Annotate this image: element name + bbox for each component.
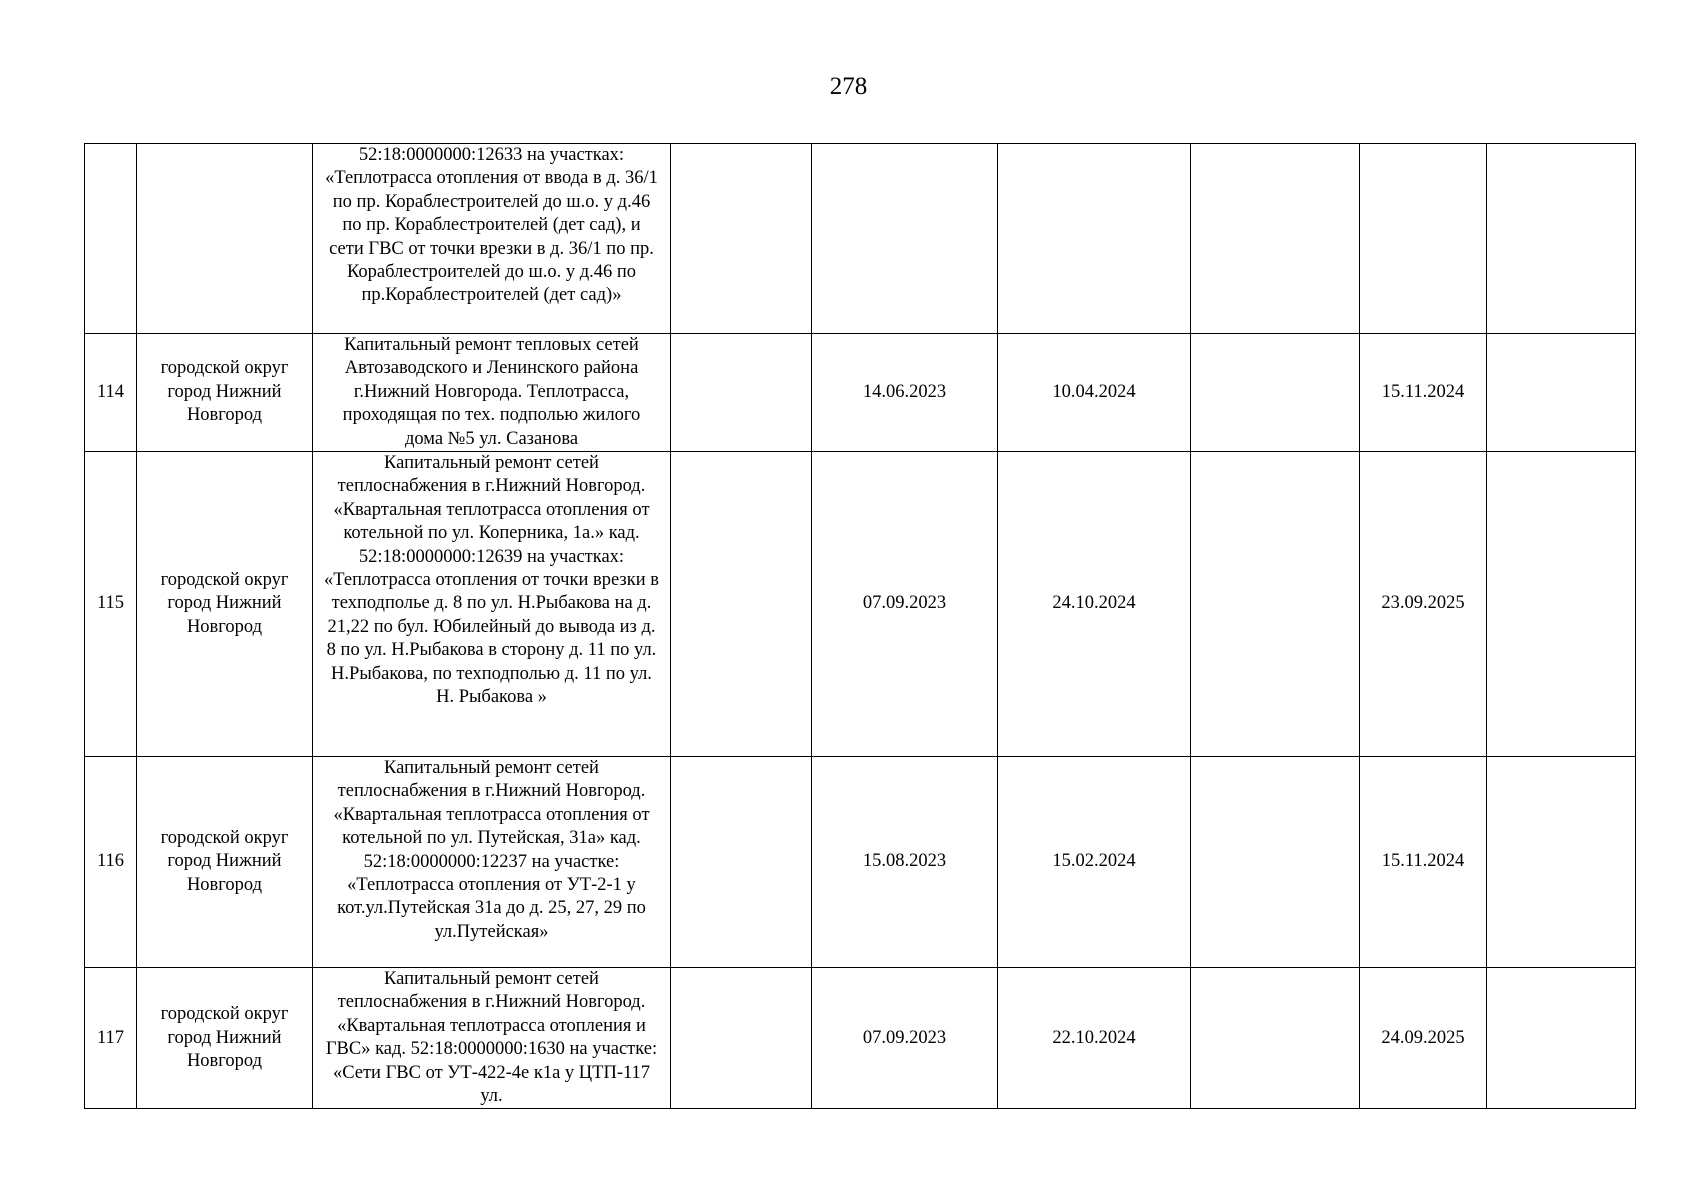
empty-cell (671, 452, 812, 757)
empty-cell (1191, 757, 1360, 968)
start-date-cell: 07.09.2023 (812, 452, 998, 757)
end-date-cell: 10.04.2024 (998, 334, 1191, 452)
table-row (85, 144, 1636, 334)
table-row (85, 334, 1636, 452)
final-date-cell: 24.09.2025 (1360, 968, 1487, 1109)
row-number-cell: 117 (85, 968, 137, 1109)
empty-cell (1487, 757, 1636, 968)
final-date-cell: 15.11.2024 (1360, 757, 1487, 968)
final-date-cell (1360, 144, 1487, 334)
description-cell: Капитальный ремонт сетей теплоснабжения в г.Нижний Новгород. «Квартальная теплотрасса отопления от котельной по ул. Путейская, 31а» кад. 52:18:0000000:12237 на участке: «Теплотрасса отопления от УТ-2-1 у кот.ул.Путейская 31а до д. 25, 27, 29 по ул.Путейская» (313, 757, 671, 968)
end-date-cell: 22.10.2024 (998, 968, 1191, 1109)
end-date-cell: 15.02.2024 (998, 757, 1191, 968)
empty-cell (1191, 144, 1360, 334)
empty-cell (671, 334, 812, 452)
table-row (85, 452, 1636, 757)
table-row (85, 968, 1636, 1109)
row-number-cell (85, 144, 137, 334)
municipality-cell: городской округ город Нижний Новгород (137, 452, 313, 757)
empty-cell (1191, 968, 1360, 1109)
empty-cell (1191, 334, 1360, 452)
municipality-cell: городской округ город Нижний Новгород (137, 334, 313, 452)
start-date-cell: 14.06.2023 (812, 334, 998, 452)
table-row (85, 757, 1636, 968)
empty-cell (1487, 334, 1636, 452)
municipality-cell (137, 144, 313, 334)
empty-cell (671, 757, 812, 968)
row-number-cell: 116 (85, 757, 137, 968)
final-date-cell: 15.11.2024 (1360, 334, 1487, 452)
description-cell: Капитальный ремонт сетей теплоснабжения в г.Нижний Новгород. «Квартальная теплотрасса отопления и ГВС» кад. 52:18:0000000:1630 на участке: «Сети ГВС от УТ-422-4е к1а у ЦТП-117 ул. (313, 968, 671, 1109)
works-table (84, 143, 1636, 1109)
empty-cell (1487, 968, 1636, 1109)
end-date-cell (998, 144, 1191, 334)
start-date-cell: 07.09.2023 (812, 968, 998, 1109)
municipality-cell: городской округ город Нижний Новгород (137, 968, 313, 1109)
empty-cell (671, 968, 812, 1109)
description-cell: Капитальный ремонт тепловых сетей Автозаводского и Ленинского района г.Нижний Новгорода. Теплотрасса, проходящая по тех. подполью жилого дома №5 ул. Сазанова (313, 334, 671, 452)
page-number: 278 (829, 73, 868, 100)
start-date-cell (812, 144, 998, 334)
row-number-cell: 114 (85, 334, 137, 452)
description-cell: Капитальный ремонт сетей теплоснабжения в г.Нижний Новгород. «Квартальная теплотрасса отопления от котельной по ул. Коперника, 1а.» кад. 52:18:0000000:12639 на участках: «Теплотрасса отопления от точки врезки в техподполье д. 8 по ул. Н.Рыбакова на д. 21,22 по бул. Юбилейный до вывода из д. 8 по ул. Н.Рыбакова в сторону д. 11 по ул. Н.Рыбакова, по техподполью д. 11 по ул. Н. Рыбакова » (313, 452, 671, 757)
empty-cell (1487, 144, 1636, 334)
end-date-cell: 24.10.2024 (998, 452, 1191, 757)
municipality-cell: городской округ город Нижний Новгород (137, 757, 313, 968)
empty-cell (1487, 452, 1636, 757)
description-cell: 52:18:0000000:12633 на участках: «Теплотрасса отопления от ввода в д. 36/1 по пр. Кораблестроителей до ш.о. у д.46 по пр. Кораблестроителей (дет сад), и сети ГВС от точки врезки в д. 36/1 по пр. Кораблестроителей до ш.о. у д.46 по пр.Кораблестроителей (дет сад)» (313, 144, 671, 334)
start-date-cell: 15.08.2023 (812, 757, 998, 968)
empty-cell (671, 144, 812, 334)
empty-cell (1191, 452, 1360, 757)
final-date-cell: 23.09.2025 (1360, 452, 1487, 757)
row-number-cell: 115 (85, 452, 137, 757)
